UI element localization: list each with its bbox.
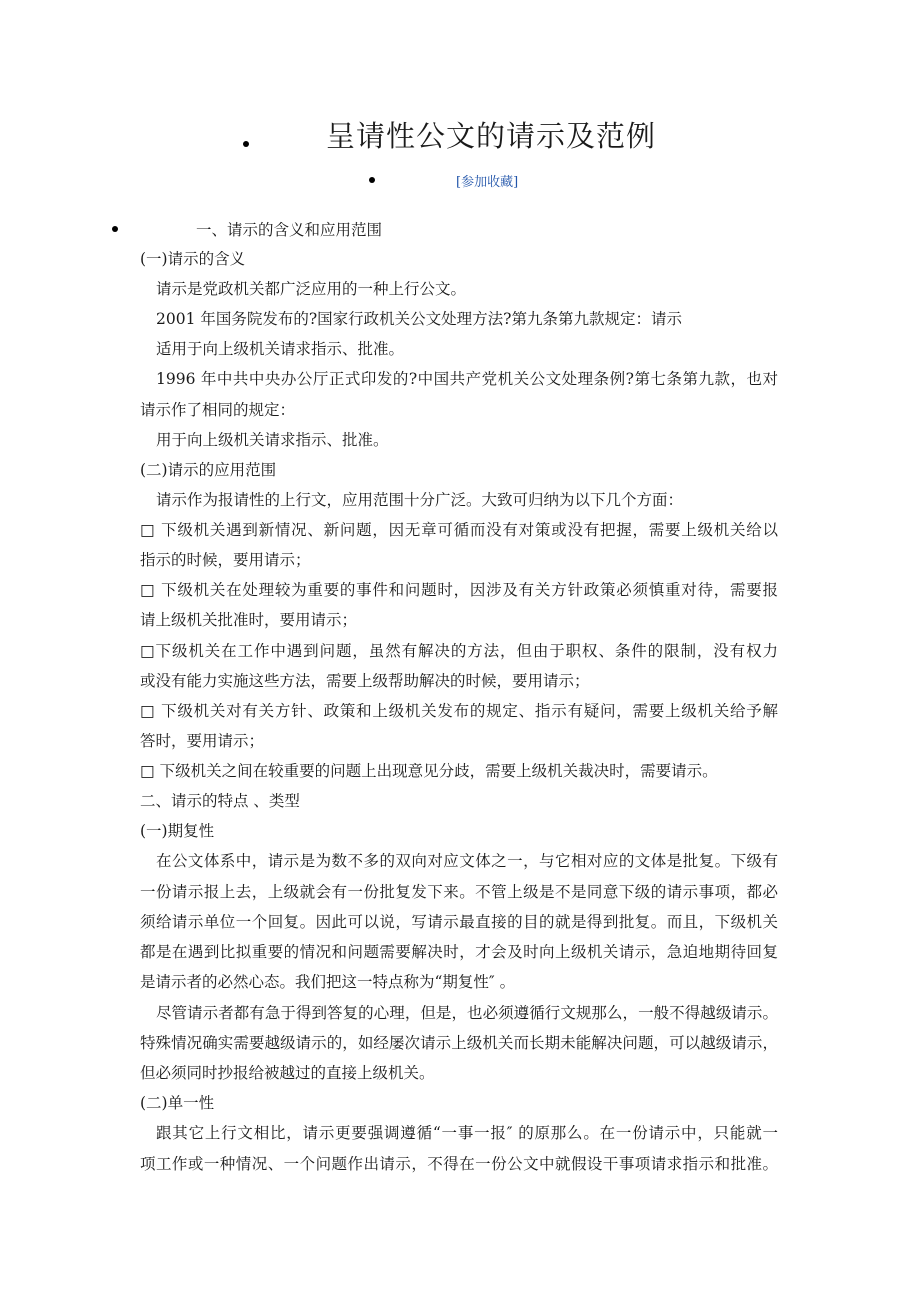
text-line: 指示的时候，要用请示； bbox=[140, 551, 311, 569]
document-title: 呈请性公文的请示及范例 bbox=[326, 119, 657, 153]
text-line: 适用于向上级机关请求指示、批准。 bbox=[156, 340, 405, 358]
text-line: 2001 年国务院发布的?国家行政机关公文处理方法?第九条第九款规定：请示 bbox=[156, 310, 682, 328]
bullet-icon bbox=[369, 177, 375, 183]
text-line: 用于向上级机关请求指示、批准。 bbox=[156, 431, 389, 449]
text-line: 须给请示单位一个回复。因此可以说，写请示最直接的目的就是得到批复。而且，下级机关 bbox=[140, 913, 778, 931]
text-line: 请上级机关批准时，要用请示； bbox=[140, 611, 358, 629]
text-line: 请示是党政机关都广泛应用的一种上行公文。 bbox=[156, 280, 467, 298]
bullet-icon bbox=[112, 226, 118, 232]
text-line: □下级机关在工作中遇到问题，虽然有解决的方法，但由于职权、条件的限制，没有权力 bbox=[140, 642, 778, 660]
text-line: 特殊情况确实需要越级请示的，如经屡次请示上级机关而长期未能解决问题，可以越级请示， bbox=[140, 1034, 778, 1052]
bullet-icon bbox=[243, 141, 249, 147]
text-line: 请示作为报请性的上行文，应用范围十分广泛。大致可归纳为以下几个方面： bbox=[156, 491, 684, 509]
text-line: 1996 年中共中央办公厅正式印发的?中国共产党机关公文处理条例?第七条第九款，也对 bbox=[156, 370, 778, 388]
section-heading: 一、请示的含义和应用范围 bbox=[196, 221, 383, 239]
text-line: (一)期复性 bbox=[140, 822, 215, 840]
text-line: 项工作或一种情况、一个问题作出请示，不得在一份公文中就假设干事项请求指示和批准。 bbox=[140, 1155, 778, 1173]
text-line: □ 下级机关遇到新情况、新问题，因无章可循而没有对策或没有把握，需要上级机关给以 bbox=[140, 521, 778, 539]
text-line: (二)请示的应用范围 bbox=[140, 461, 277, 479]
text-line: 一份请示报上去，上级就会有一份批复发下来。不管上级是不是同意下级的请示事项，都必 bbox=[140, 883, 778, 901]
text-line: (一)请示的含义 bbox=[140, 250, 246, 268]
text-line: 尽管请示者都有急于得到答复的心理，但是，也必须遵循行文规那么，一般不得越级请示。 bbox=[156, 1004, 778, 1022]
text-line: 都是在遇到比拟重要的情况和问题需要解决时，才会及时向上级机关请示，急迫地期待回复 bbox=[140, 943, 778, 961]
text-line: □ 下级机关在处理较为重要的事件和问题时，因涉及有关方针政策必须慎重对待，需要报 bbox=[140, 581, 778, 599]
add-favorite-link-text[interactable]: [参加收藏] bbox=[456, 175, 519, 190]
text-line: 在公文体系中，请示是为数不多的双向对应文体之一，与它相对应的文体是批复。下级有 bbox=[156, 852, 778, 870]
text-line: 答时，要用请示； bbox=[140, 732, 265, 750]
text-line: 或没有能力实施这些方法，需要上级帮助解决的时候，要用请示； bbox=[140, 672, 590, 690]
text-line: 但必须同时抄报给被越过的直接上级机关。 bbox=[140, 1064, 435, 1082]
add-favorite-link[interactable] bbox=[456, 171, 518, 190]
text-line: (二)单一性 bbox=[140, 1094, 215, 1112]
text-line: 请示作了相同的规定： bbox=[140, 401, 296, 419]
text-line: □ 下级机关对有关方针、政策和上级机关发布的规定、指示有疑问，需要上级机关给予解 bbox=[140, 702, 778, 720]
text-line: 二、请示的特点 、类型 bbox=[140, 792, 300, 810]
text-line: 是请示者的必然心态。我们把这一特点称为“期复性″ 。 bbox=[140, 973, 516, 991]
text-line: 跟其它上行文相比，请示更要强调遵循“一事一报″ 的原那么。在一份请示中，只能就一 bbox=[156, 1124, 778, 1142]
text-line: □ 下级机关之间在较重要的问题上出现意见分歧，需要上级机关裁决时，需要请示。 bbox=[140, 762, 718, 780]
